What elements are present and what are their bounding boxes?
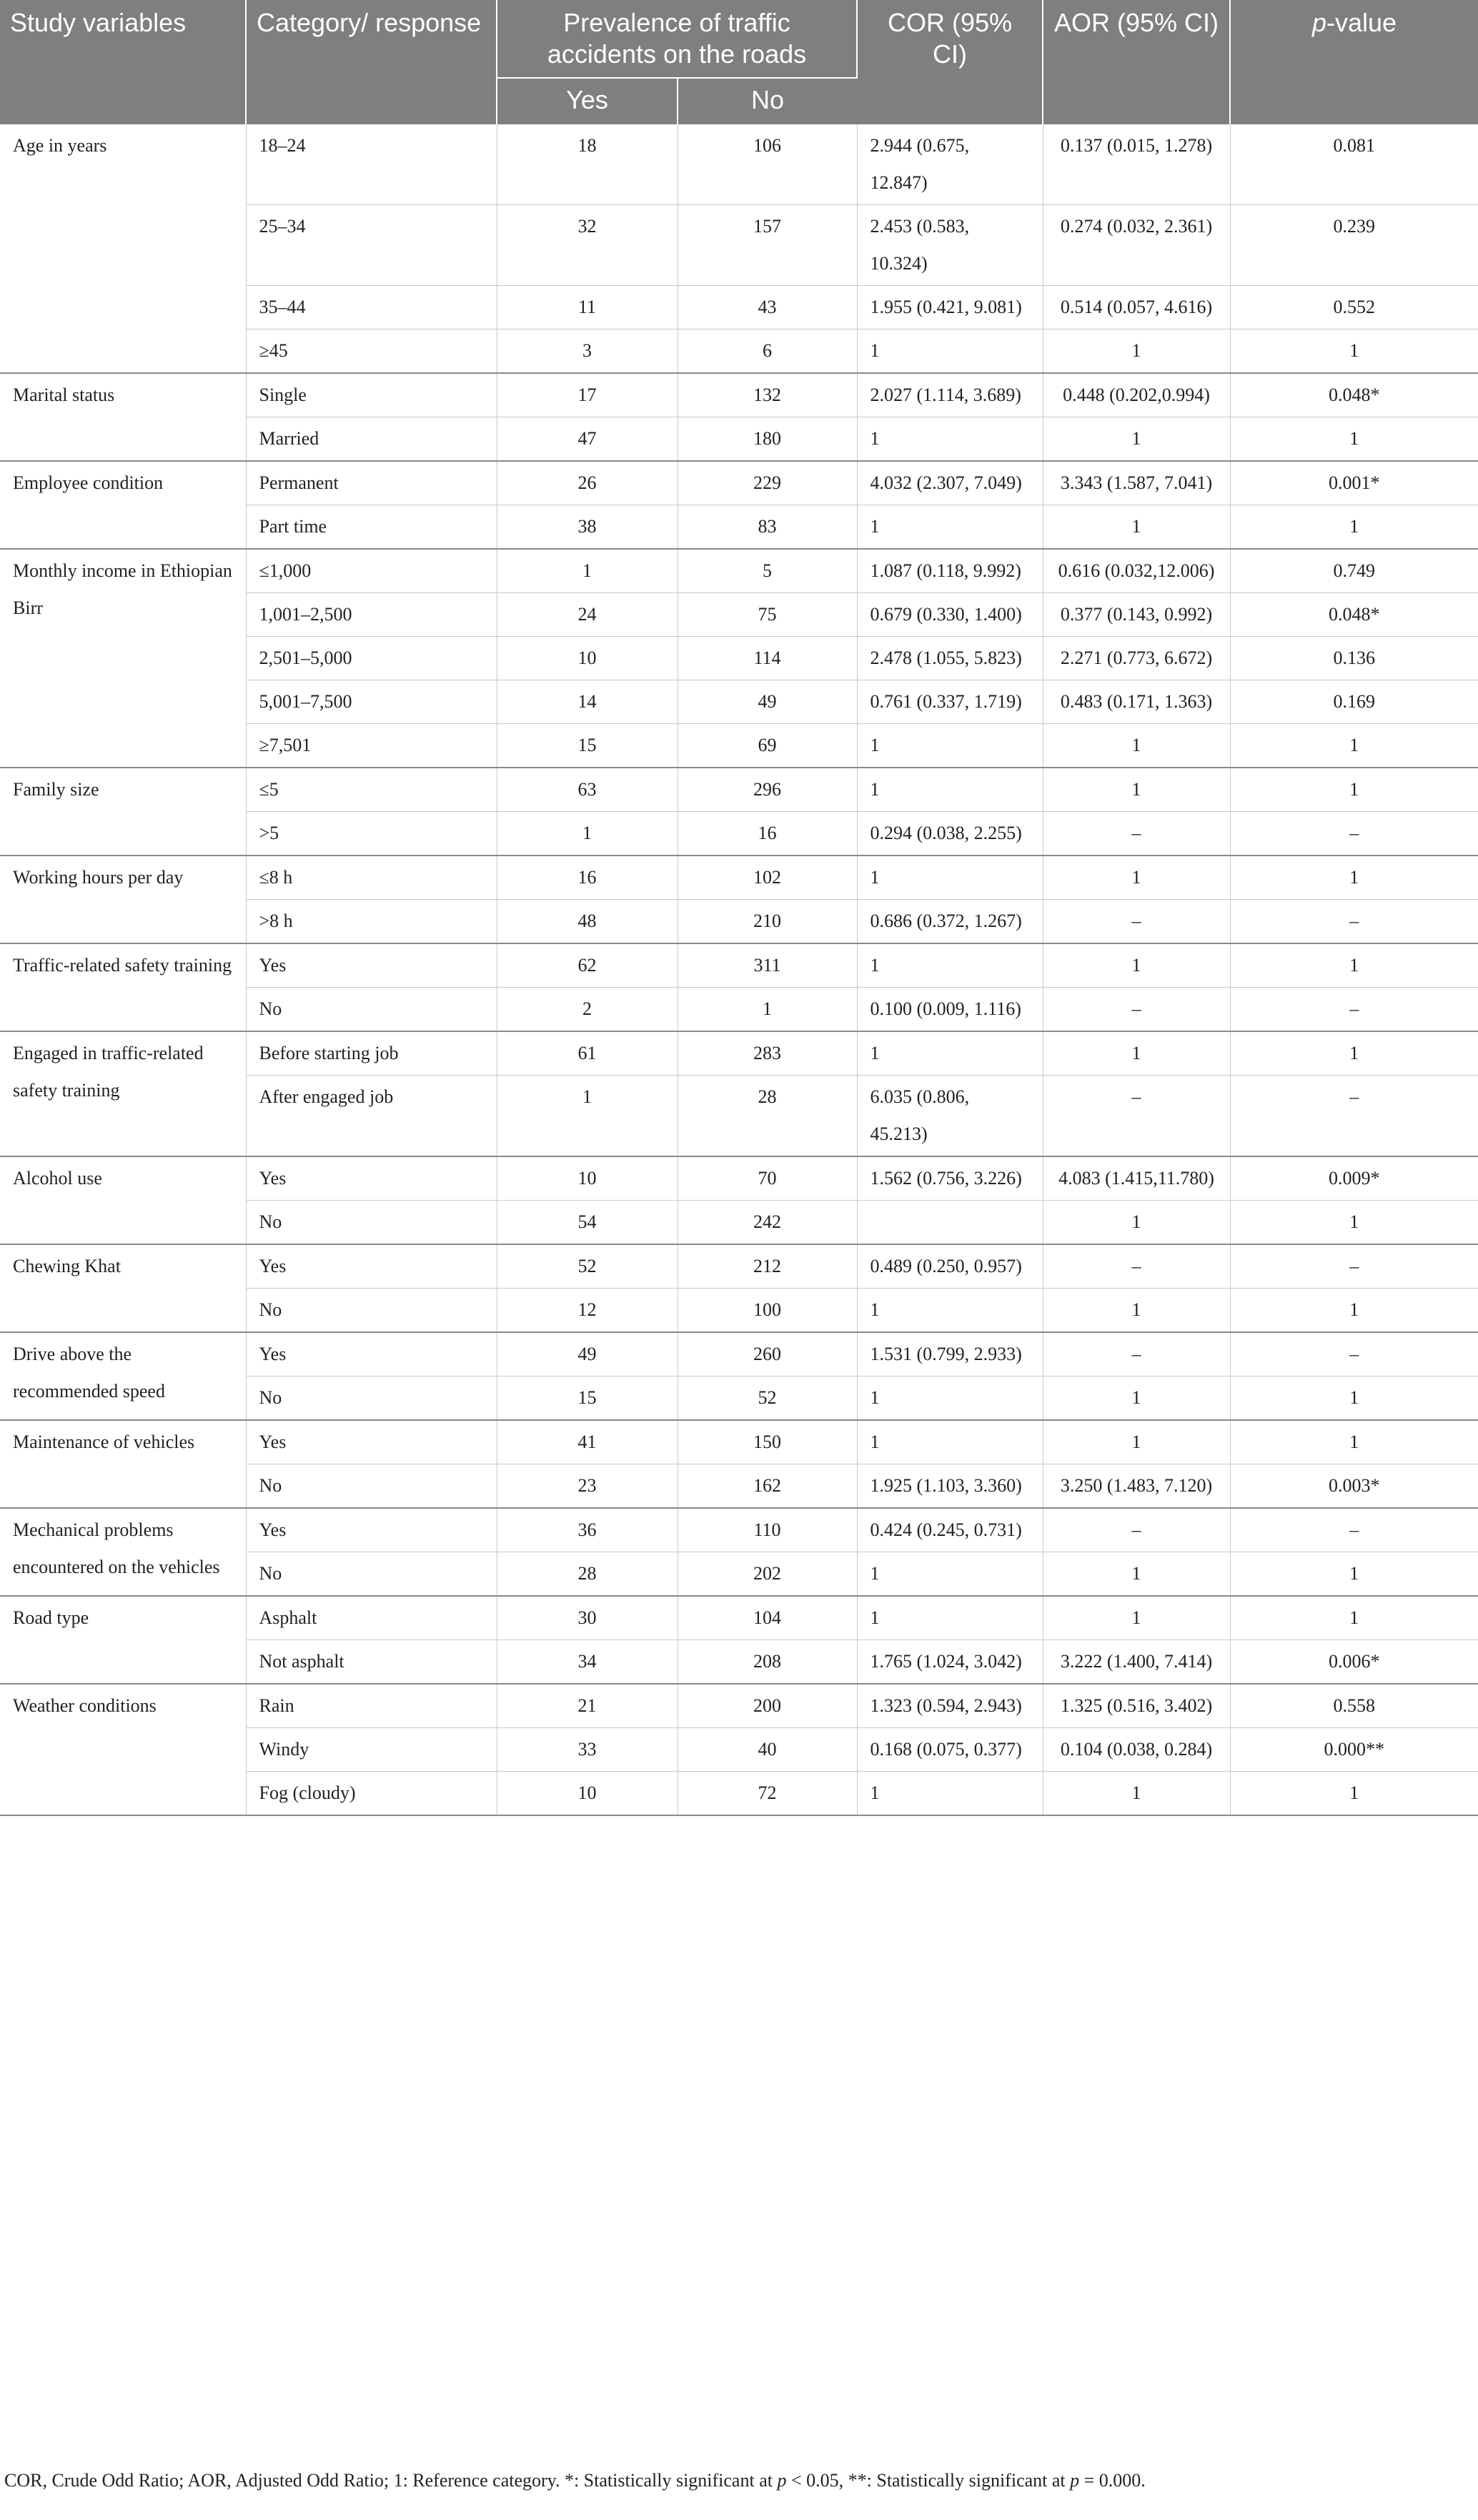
p-value-cell: –	[1230, 988, 1478, 1032]
aor-cell: –	[1043, 1508, 1230, 1552]
category-cell: Yes	[246, 1332, 497, 1376]
yes-count-cell: 62	[497, 943, 678, 988]
table-row	[0, 461, 1478, 505]
cor-cell: 1	[857, 1596, 1043, 1640]
category-cell: Single	[246, 373, 497, 417]
no-count-cell: 75	[678, 593, 857, 637]
cor-cell: 1	[857, 1420, 1043, 1464]
category-cell: 35–44	[246, 286, 497, 329]
category-cell: >5	[246, 812, 497, 856]
aor-cell: 1	[1043, 1552, 1230, 1597]
p-value-cell: 1	[1230, 1376, 1478, 1421]
no-count-cell: 283	[678, 1031, 857, 1076]
cor-cell: 2.478 (1.055, 5.823)	[857, 637, 1043, 680]
footnote-part1: COR, Crude Odd Ratio; AOR, Adjusted Odd Ratio; 1: Reference category. *: Statistically significant at	[4, 2470, 778, 2491]
header-cor: COR (95% CI)	[857, 0, 1043, 124]
category-cell: Fog (cloudy)	[246, 1772, 497, 1816]
p-value-cell: 1	[1230, 1031, 1478, 1076]
table-row	[0, 1156, 1478, 1201]
cor-cell: 1	[857, 417, 1043, 462]
no-count-cell: 1	[678, 988, 857, 1032]
aor-cell: 0.274 (0.032, 2.361)	[1043, 205, 1230, 286]
yes-count-cell: 26	[497, 461, 678, 505]
cor-cell: 1.765 (1.024, 3.042)	[857, 1640, 1043, 1685]
no-count-cell: 296	[678, 768, 857, 812]
aor-cell: 3.222 (1.400, 7.414)	[1043, 1640, 1230, 1685]
cor-cell: 0.424 (0.245, 0.731)	[857, 1508, 1043, 1552]
aor-cell: 1	[1043, 768, 1230, 812]
no-count-cell: 106	[678, 124, 857, 205]
p-value-cell: 0.081	[1230, 124, 1478, 205]
study-variable-cell: Monthly income in Ethiopian Birr	[0, 549, 246, 768]
category-cell: ≤8 h	[246, 855, 497, 900]
no-count-cell: 102	[678, 855, 857, 900]
p-value-cell: 1	[1230, 329, 1478, 374]
category-cell: Before starting job	[246, 1031, 497, 1076]
cor-cell: 0.100 (0.009, 1.116)	[857, 988, 1043, 1032]
no-count-cell: 70	[678, 1156, 857, 1201]
no-count-cell: 69	[678, 724, 857, 768]
study-variable-cell: Traffic-related safety training	[0, 943, 246, 1031]
study-variable-cell: Alcohol use	[0, 1156, 246, 1244]
category-cell: 5,001–7,500	[246, 680, 497, 724]
p-value-cell: 1	[1230, 417, 1478, 462]
aor-cell: 1	[1043, 1201, 1230, 1245]
p-value-cell: 0.006*	[1230, 1640, 1478, 1685]
no-count-cell: 229	[678, 461, 857, 505]
yes-count-cell: 14	[497, 680, 678, 724]
aor-cell: –	[1043, 900, 1230, 944]
yes-count-cell: 11	[497, 286, 678, 329]
yes-count-cell: 33	[497, 1728, 678, 1772]
p-value-cell: 0.003*	[1230, 1464, 1478, 1509]
aor-cell: –	[1043, 1332, 1230, 1376]
cor-cell: 1	[857, 724, 1043, 768]
cor-cell: 1.562 (0.756, 3.226)	[857, 1156, 1043, 1201]
cor-cell: 0.489 (0.250, 0.957)	[857, 1244, 1043, 1289]
yes-count-cell: 10	[497, 637, 678, 680]
cor-cell: 0.686 (0.372, 1.267)	[857, 900, 1043, 944]
category-cell: ≥45	[246, 329, 497, 374]
no-count-cell: 43	[678, 286, 857, 329]
header-category-response: Category/ response	[246, 0, 497, 124]
p-value-cell: 0.749	[1230, 549, 1478, 593]
aor-cell: 1.325 (0.516, 3.402)	[1043, 1684, 1230, 1728]
yes-count-cell: 47	[497, 417, 678, 462]
aor-cell: 0.104 (0.038, 0.284)	[1043, 1728, 1230, 1772]
study-variable-cell: Drive above the recommended speed	[0, 1332, 246, 1420]
cor-cell: 1	[857, 855, 1043, 900]
category-cell: Yes	[246, 1244, 497, 1289]
p-value-cell: 1	[1230, 768, 1478, 812]
p-value-cell: –	[1230, 1076, 1478, 1157]
cor-cell: 1	[857, 329, 1043, 374]
cor-cell: 4.032 (2.307, 7.049)	[857, 461, 1043, 505]
category-cell: Asphalt	[246, 1596, 497, 1640]
table-row	[0, 549, 1478, 593]
yes-count-cell: 1	[497, 549, 678, 593]
cor-cell: 1	[857, 768, 1043, 812]
table-row	[0, 943, 1478, 988]
category-cell: Yes	[246, 1156, 497, 1201]
p-value-cell: 0.239	[1230, 205, 1478, 286]
no-count-cell: 72	[678, 1772, 857, 1816]
no-count-cell: 28	[678, 1076, 857, 1157]
aor-cell: 1	[1043, 417, 1230, 462]
header-no: No	[678, 78, 857, 124]
aor-cell: 0.137 (0.015, 1.278)	[1043, 124, 1230, 205]
p-value-cell: 0.552	[1230, 286, 1478, 329]
aor-cell: 0.448 (0.202,0.994)	[1043, 373, 1230, 417]
cor-cell: 2.027 (1.114, 3.689)	[857, 373, 1043, 417]
yes-count-cell: 1	[497, 812, 678, 856]
aor-cell: 2.271 (0.773, 6.672)	[1043, 637, 1230, 680]
p-value-cell: –	[1230, 1332, 1478, 1376]
table-row	[0, 1031, 1478, 1076]
no-count-cell: 83	[678, 505, 857, 550]
p-value-cell: 0.048*	[1230, 373, 1478, 417]
category-cell: 18–24	[246, 124, 497, 205]
header-aor: AOR (95% CI)	[1043, 0, 1230, 124]
aor-cell: 0.483 (0.171, 1.363)	[1043, 680, 1230, 724]
no-count-cell: 40	[678, 1728, 857, 1772]
no-count-cell: 212	[678, 1244, 857, 1289]
table-row	[0, 768, 1478, 812]
table-footnote	[4, 2470, 1146, 2491]
header-yes: Yes	[497, 78, 678, 124]
yes-count-cell: 52	[497, 1244, 678, 1289]
no-count-cell: 202	[678, 1552, 857, 1597]
p-value-cell: 0.558	[1230, 1684, 1478, 1728]
study-variable-cell: Employee condition	[0, 461, 246, 549]
table-row	[0, 124, 1478, 205]
category-cell: Yes	[246, 1508, 497, 1552]
no-count-cell: 16	[678, 812, 857, 856]
table-header	[0, 0, 1478, 124]
aor-cell: 1	[1043, 505, 1230, 550]
p-value-cell: –	[1230, 1508, 1478, 1552]
category-cell: Part time	[246, 505, 497, 550]
no-count-cell: 49	[678, 680, 857, 724]
yes-count-cell: 10	[497, 1772, 678, 1816]
yes-count-cell: 12	[497, 1289, 678, 1333]
cor-cell	[857, 1201, 1043, 1245]
yes-count-cell: 2	[497, 988, 678, 1032]
yes-count-cell: 16	[497, 855, 678, 900]
yes-count-cell: 3	[497, 329, 678, 374]
header-p-italic: p	[1311, 8, 1326, 37]
cor-cell: 2.453 (0.583, 10.324)	[857, 205, 1043, 286]
p-value-cell: 0.009*	[1230, 1156, 1478, 1201]
aor-cell: 1	[1043, 1772, 1230, 1816]
study-variable-cell: Mechanical problems encountered on the vehicles	[0, 1508, 246, 1596]
study-variable-cell: Age in years	[0, 124, 246, 373]
no-count-cell: 52	[678, 1376, 857, 1421]
yes-count-cell: 36	[497, 1508, 678, 1552]
p-value-cell: 1	[1230, 505, 1478, 550]
no-count-cell: 132	[678, 373, 857, 417]
table-row	[0, 1420, 1478, 1464]
cor-cell: 0.679 (0.330, 1.400)	[857, 593, 1043, 637]
yes-count-cell: 18	[497, 124, 678, 205]
cor-cell: 1.925 (1.103, 3.360)	[857, 1464, 1043, 1509]
cor-cell: 1	[857, 505, 1043, 550]
no-count-cell: 210	[678, 900, 857, 944]
aor-cell: –	[1043, 812, 1230, 856]
aor-cell: 1	[1043, 1420, 1230, 1464]
yes-count-cell: 15	[497, 1376, 678, 1421]
p-value-cell: 1	[1230, 1201, 1478, 1245]
category-cell: ≥7,501	[246, 724, 497, 768]
no-count-cell: 200	[678, 1684, 857, 1728]
yes-count-cell: 1	[497, 1076, 678, 1157]
cor-cell: 1	[857, 1031, 1043, 1076]
aor-cell: 1	[1043, 1376, 1230, 1421]
aor-cell: 1	[1043, 855, 1230, 900]
cor-cell: 1.531 (0.799, 2.933)	[857, 1332, 1043, 1376]
aor-cell: 1	[1043, 724, 1230, 768]
p-value-cell: 1	[1230, 855, 1478, 900]
p-value-cell: 1	[1230, 1552, 1478, 1597]
p-value-cell: 0.000**	[1230, 1728, 1478, 1772]
p-value-cell: 1	[1230, 1420, 1478, 1464]
p-value-cell: 1	[1230, 1289, 1478, 1333]
cor-cell: 1.087 (0.118, 9.992)	[857, 549, 1043, 593]
p-value-cell: 0.136	[1230, 637, 1478, 680]
study-variable-cell: Maintenance of vehicles	[0, 1420, 246, 1508]
p-value-cell: –	[1230, 900, 1478, 944]
no-count-cell: 100	[678, 1289, 857, 1333]
table-body	[0, 124, 1478, 1815]
category-cell: Yes	[246, 943, 497, 988]
yes-count-cell: 15	[497, 724, 678, 768]
cor-cell: 2.944 (0.675, 12.847)	[857, 124, 1043, 205]
category-cell: Yes	[246, 1420, 497, 1464]
table-row	[0, 1508, 1478, 1552]
category-cell: No	[246, 1376, 497, 1421]
table-row	[0, 1596, 1478, 1640]
p-value-cell: –	[1230, 1244, 1478, 1289]
cor-cell: 6.035 (0.806, 45.213)	[857, 1076, 1043, 1157]
category-cell: 1,001–2,500	[246, 593, 497, 637]
aor-cell: –	[1043, 1244, 1230, 1289]
p-value-cell: 0.048*	[1230, 593, 1478, 637]
aor-cell: 0.616 (0.032,12.006)	[1043, 549, 1230, 593]
table-row	[0, 1684, 1478, 1728]
cor-cell: 1.955 (0.421, 9.081)	[857, 286, 1043, 329]
p-value-cell: 1	[1230, 1772, 1478, 1816]
cor-cell: 0.761 (0.337, 1.719)	[857, 680, 1043, 724]
p-value-cell: 1	[1230, 724, 1478, 768]
footnote-part2: < 0.05, **: Statistically significant at	[786, 2470, 1071, 2491]
p-value-cell: 1	[1230, 943, 1478, 988]
category-cell: No	[246, 1201, 497, 1245]
no-count-cell: 110	[678, 1508, 857, 1552]
no-count-cell: 104	[678, 1596, 857, 1640]
table-row	[0, 373, 1478, 417]
cor-cell: 0.294 (0.038, 2.255)	[857, 812, 1043, 856]
category-cell: No	[246, 1552, 497, 1597]
no-count-cell: 208	[678, 1640, 857, 1685]
table-row	[0, 1244, 1478, 1289]
study-variable-cell: Road type	[0, 1596, 246, 1684]
study-variable-cell: Chewing Khat	[0, 1244, 246, 1332]
yes-count-cell: 41	[497, 1420, 678, 1464]
footnote-part3: = 0.000.	[1079, 2470, 1146, 2491]
aor-cell: 0.377 (0.143, 0.992)	[1043, 593, 1230, 637]
cor-cell: 1	[857, 1772, 1043, 1816]
aor-cell: 3.250 (1.483, 7.120)	[1043, 1464, 1230, 1509]
aor-cell: –	[1043, 1076, 1230, 1157]
aor-cell: –	[1043, 988, 1230, 1032]
category-cell: No	[246, 988, 497, 1032]
cor-cell: 1	[857, 1552, 1043, 1597]
aor-cell: 1	[1043, 1596, 1230, 1640]
header-p-value	[1230, 0, 1478, 124]
yes-count-cell: 49	[497, 1332, 678, 1376]
yes-count-cell: 28	[497, 1552, 678, 1597]
no-count-cell: 180	[678, 417, 857, 462]
footnote-p2: p	[1070, 2470, 1080, 2491]
category-cell: 2,501–5,000	[246, 637, 497, 680]
category-cell: Windy	[246, 1728, 497, 1772]
cor-cell: 1	[857, 1376, 1043, 1421]
footnote-p1: p	[777, 2470, 787, 2491]
cor-cell: 1.323 (0.594, 2.943)	[857, 1684, 1043, 1728]
table-row	[0, 855, 1478, 900]
aor-cell: 1	[1043, 943, 1230, 988]
category-cell: 25–34	[246, 205, 497, 286]
study-variable-cell: Weather conditions	[0, 1684, 246, 1815]
header-prevalence: Prevalence of traffic accidents on the roads	[497, 0, 857, 78]
category-cell: >8 h	[246, 900, 497, 944]
yes-count-cell: 23	[497, 1464, 678, 1509]
cor-cell: 1	[857, 943, 1043, 988]
aor-cell: 1	[1043, 1289, 1230, 1333]
yes-count-cell: 38	[497, 505, 678, 550]
yes-count-cell: 21	[497, 1684, 678, 1728]
category-cell: ≤1,000	[246, 549, 497, 593]
yes-count-cell: 54	[497, 1201, 678, 1245]
aor-cell: 3.343 (1.587, 7.041)	[1043, 461, 1230, 505]
yes-count-cell: 24	[497, 593, 678, 637]
no-count-cell: 242	[678, 1201, 857, 1245]
category-cell: Married	[246, 417, 497, 462]
category-cell: No	[246, 1289, 497, 1333]
category-cell: Not asphalt	[246, 1640, 497, 1685]
header-p-rest: -value	[1326, 8, 1397, 37]
aor-cell: 4.083 (1.415,11.780)	[1043, 1156, 1230, 1201]
yes-count-cell: 17	[497, 373, 678, 417]
yes-count-cell: 48	[497, 900, 678, 944]
no-count-cell: 114	[678, 637, 857, 680]
table-row	[0, 1332, 1478, 1376]
no-count-cell: 157	[678, 205, 857, 286]
category-cell: Rain	[246, 1684, 497, 1728]
header-study-variables: Study variables	[0, 0, 246, 124]
aor-cell: 0.514 (0.057, 4.616)	[1043, 286, 1230, 329]
yes-count-cell: 34	[497, 1640, 678, 1685]
cor-cell: 1	[857, 1289, 1043, 1333]
yes-count-cell: 30	[497, 1596, 678, 1640]
category-cell: No	[246, 1464, 497, 1509]
study-variable-cell: Marital status	[0, 373, 246, 461]
aor-cell: 1	[1043, 329, 1230, 374]
category-cell: Permanent	[246, 461, 497, 505]
yes-count-cell: 63	[497, 768, 678, 812]
yes-count-cell: 61	[497, 1031, 678, 1076]
cor-cell: 0.168 (0.075, 0.377)	[857, 1728, 1043, 1772]
study-variable-cell: Engaged in traffic-related safety training	[0, 1031, 246, 1156]
no-count-cell: 311	[678, 943, 857, 988]
no-count-cell: 6	[678, 329, 857, 374]
no-count-cell: 150	[678, 1420, 857, 1464]
category-cell: ≤5	[246, 768, 497, 812]
category-cell: After engaged job	[246, 1076, 497, 1157]
no-count-cell: 162	[678, 1464, 857, 1509]
yes-count-cell: 10	[497, 1156, 678, 1201]
study-variable-cell: Family size	[0, 768, 246, 855]
aor-cell: 1	[1043, 1031, 1230, 1076]
study-variable-cell: Working hours per day	[0, 855, 246, 943]
p-value-cell: –	[1230, 812, 1478, 856]
no-count-cell: 5	[678, 549, 857, 593]
yes-count-cell: 32	[497, 205, 678, 286]
p-value-cell: 0.169	[1230, 680, 1478, 724]
p-value-cell: 0.001*	[1230, 461, 1478, 505]
no-count-cell: 260	[678, 1332, 857, 1376]
p-value-cell: 1	[1230, 1596, 1478, 1640]
